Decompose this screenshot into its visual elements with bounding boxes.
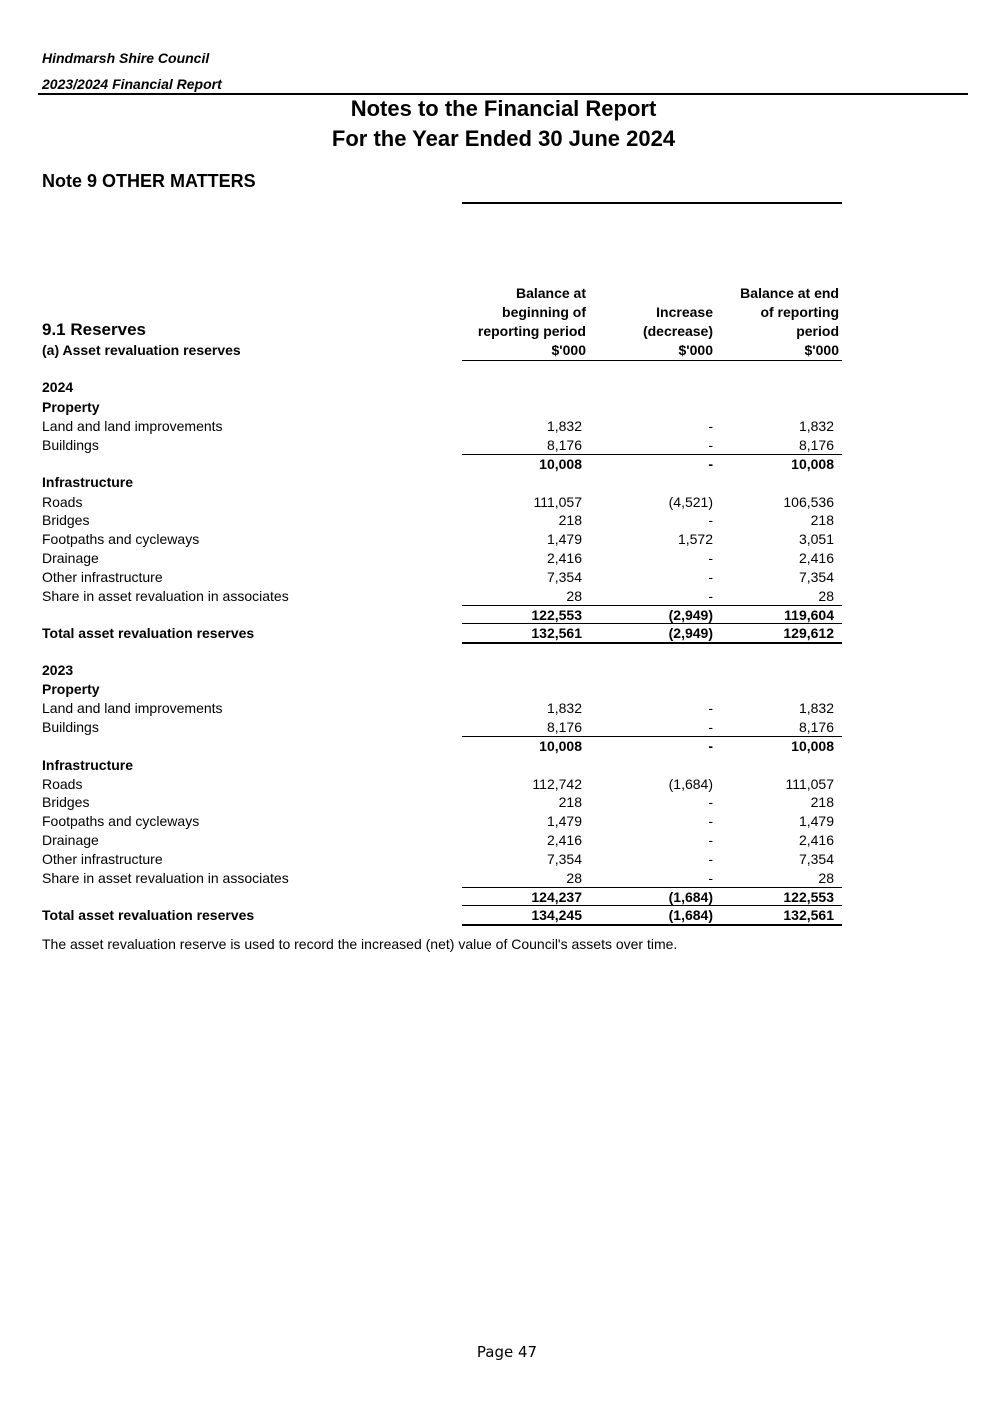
cell-change: - [708,569,713,585]
table-row [0,417,993,436]
cell-end: 218 [810,794,834,810]
cell-end: 1,479 [798,813,834,829]
row-label: Roads [42,776,83,792]
row-label: Share in asset revaluation in associates [42,870,289,886]
cell-end: 28 [818,870,834,886]
cell-change: - [708,851,713,867]
table-row [0,699,993,718]
property-heading-2024 [0,398,993,417]
grand-total-row [0,906,993,925]
table-row [0,511,993,530]
cell-end: 2,416 [798,832,834,848]
table-row [0,436,993,455]
cell-begin: 28 [566,588,582,604]
cell-change: - [708,456,713,472]
row-label: Footpaths and cycleways [42,813,200,829]
group-label: Infrastructure [42,474,134,490]
table-row [0,568,993,587]
cell-change: (1,684) [668,776,713,792]
table-row [0,831,993,850]
cell-change: - [708,738,713,754]
subtotal-row [0,455,993,474]
cell-end: 28 [818,588,834,604]
cell-change: - [708,794,713,810]
col1-line: Balance at [515,285,586,301]
cell-begin: 112,742 [532,776,582,792]
row-label: Drainage [42,550,99,566]
col1-line: beginning of [502,304,586,320]
cell-change: (1,684) [668,889,713,905]
section-subtitle: (a) Asset revaluation reserves [42,342,241,358]
table-row [0,850,993,869]
infrastructure-heading-2023 [0,756,993,775]
cell-begin: 2,416 [546,550,582,566]
row-label: Roads [42,494,83,510]
cell-begin: 124,237 [531,889,582,905]
cell-change: - [708,719,713,735]
property-heading-2023 [0,680,993,699]
cell-end: 106,536 [783,494,834,510]
cell-end: 2,416 [798,550,834,566]
note-title: Note 9 OTHER MATTERS [42,171,256,191]
cell-end: 1,832 [798,418,834,434]
cell-end: 218 [810,512,834,528]
row-label: Share in asset revaluation in associates [42,588,289,604]
footnote: The asset revaluation reserve is used to record the increased (net) value of Council's assets over time. [42,936,678,952]
cell-begin: 132,561 [531,625,582,641]
cell-change: - [708,588,713,604]
total-rule-bottom [462,642,842,644]
row-label: Other infrastructure [42,569,163,585]
col2-line: $'000 [678,342,713,358]
cell-end: 10,008 [791,738,834,754]
cell-change: 1,572 [677,531,713,547]
cell-begin: 2,416 [546,832,582,848]
total-rule-bottom [462,924,842,926]
cell-change: - [708,870,713,886]
cell-begin: 1,832 [546,700,582,716]
cell-change: (4,521) [668,494,713,510]
cell-end: 3,051 [798,531,834,547]
cell-begin: 7,354 [546,569,582,585]
cell-change: (2,949) [668,625,713,641]
cell-change: - [708,700,713,716]
cell-begin: 111,057 [533,494,582,510]
cell-begin: 218 [558,512,582,528]
cell-begin: 134,245 [531,907,582,923]
row-label: Total asset revaluation reserves [42,625,255,641]
cell-change: - [708,418,713,434]
group-label: Infrastructure [42,757,134,773]
col3-line: Balance at end [740,285,839,301]
table-row [0,775,993,794]
row-label: Buildings [42,437,99,453]
cell-end: 8,176 [798,719,834,735]
cell-end: 119,604 [784,607,834,623]
cell-end: 7,354 [798,851,834,867]
cell-begin: 10,008 [539,456,582,472]
cell-change: - [708,437,713,453]
table-row [0,493,993,512]
col3-line: of reporting [760,304,839,320]
cell-change: - [708,512,713,528]
cell-end: 111,057 [785,776,834,792]
cell-begin: 1,832 [546,418,582,434]
header-org: Hindmarsh Shire Council [42,50,210,66]
col-header-end [720,284,839,360]
grand-total-row [0,624,993,643]
table-row [0,549,993,568]
row-label: Land and land improvements [42,418,223,434]
header-underline [462,360,842,361]
row-label: Other infrastructure [42,851,163,867]
cell-begin: 122,553 [531,607,582,623]
table-row [0,812,993,831]
cell-begin: 1,479 [546,813,582,829]
page-title-line1: Notes to the Financial Report [350,96,657,121]
cell-end: 8,176 [798,437,834,453]
cell-begin: 218 [558,794,582,810]
row-label: Bridges [42,512,90,528]
header-report: 2023/2024 Financial Report [42,76,222,92]
cell-begin: 8,176 [546,719,582,735]
year-heading-2023 [0,661,993,680]
table-row [0,530,993,549]
cell-change: - [708,550,713,566]
section-title: 9.1 Reserves [42,320,146,339]
cell-change: - [708,832,713,848]
table-row [0,718,993,737]
col-header-change [600,303,713,360]
cell-end: 1,832 [798,700,834,716]
table-row [0,587,993,606]
row-label: Buildings [42,719,99,735]
col1-line: $'000 [551,342,586,358]
cell-begin: 28 [566,870,582,886]
page-title-line2: For the Year Ended 30 June 2024 [331,126,676,151]
row-label: Land and land improvements [42,700,223,716]
table-row [0,869,993,888]
cell-end: 7,354 [798,569,834,585]
col-header-beginning [440,284,586,360]
year-heading-2024 [0,378,993,397]
cell-begin: 10,008 [539,738,582,754]
row-label: Footpaths and cycleways [42,531,200,547]
cell-begin: 8,176 [546,437,582,453]
cell-end: 122,553 [783,889,834,905]
page-number: Page 47 [476,1343,538,1361]
cell-end: 132,561 [783,907,834,923]
subtotal-row [0,737,993,756]
cell-end: 129,612 [783,625,834,641]
row-label: Total asset revaluation reserves [42,907,255,923]
col2-line: Increase [656,304,713,320]
row-label: Drainage [42,832,99,848]
year-label: 2023 [42,662,74,678]
cell-begin: 7,354 [546,851,582,867]
section-rule [462,202,842,204]
col1-line: reporting period [477,323,586,339]
cell-end: 10,008 [791,456,834,472]
col3-line: period [796,323,839,339]
cell-change: (2,949) [668,607,713,623]
header-rule [38,93,968,95]
cell-change: - [708,813,713,829]
col3-line: $'000 [804,342,839,358]
cell-begin: 1,479 [546,531,582,547]
cell-change: (1,684) [668,907,713,923]
infrastructure-heading-2024 [0,473,993,492]
group-label: Property [42,399,100,415]
table-row [0,793,993,812]
row-label: Bridges [42,794,90,810]
group-label: Property [42,681,100,697]
year-label: 2024 [42,379,74,395]
col2-line: (decrease) [642,323,713,339]
